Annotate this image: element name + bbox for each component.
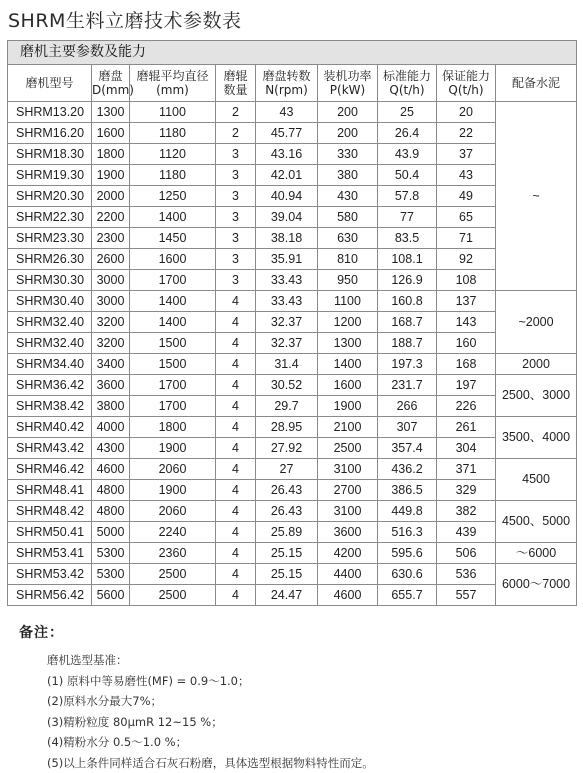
table-row [8, 543, 577, 564]
table-row [8, 333, 577, 354]
table-cell: 630 [318, 228, 378, 249]
column-header-line: Q(t/h) [448, 83, 483, 97]
table-cell: 3600 [318, 522, 378, 543]
table-cell: 2500 [130, 585, 216, 606]
column-header-line: P(kW) [330, 83, 365, 97]
table-cell: 231.7 [378, 375, 437, 396]
table-cell: 108 [437, 270, 496, 291]
note-line: 磨机选型基准： [47, 650, 569, 671]
header-row [8, 65, 577, 102]
table-cell: 25.15 [256, 543, 318, 564]
model-cell: SHRM32.40 [8, 312, 92, 333]
table-cell: 83.5 [378, 228, 437, 249]
table-cell: 557 [437, 585, 496, 606]
table-cell: 307 [378, 417, 437, 438]
table-cell: 3 [216, 249, 256, 270]
table-cell: 1100 [130, 102, 216, 123]
table-cell: 20 [437, 102, 496, 123]
model-cell: SHRM22.30 [8, 207, 92, 228]
table-cell: 950 [318, 270, 378, 291]
table-row [8, 354, 577, 375]
table-row [8, 501, 577, 522]
table-cell: 580 [318, 207, 378, 228]
table-cell: 5000 [92, 522, 130, 543]
table-cell: 1200 [318, 312, 378, 333]
table-cell: 1900 [92, 165, 130, 186]
table-cell: 200 [318, 123, 378, 144]
model-cell: SHRM48.42 [8, 501, 92, 522]
notes-title: 备注： [19, 622, 569, 642]
column-header-line: 磨机型号 [25, 76, 73, 90]
note-line: (1) 原料中等易磨性(MF) = 0.9～1.0； [47, 671, 569, 692]
table-cell: 4 [216, 396, 256, 417]
table-row [8, 417, 577, 438]
table-cell: 3 [216, 270, 256, 291]
table-row [8, 144, 577, 165]
table-cell: 65 [437, 207, 496, 228]
table-cell: 2500 [318, 438, 378, 459]
table-cell: 1180 [130, 165, 216, 186]
table-cell: 160 [437, 333, 496, 354]
table-cell: 38.18 [256, 228, 318, 249]
model-cell: SHRM50.41 [8, 522, 92, 543]
model-cell: SHRM40.42 [8, 417, 92, 438]
table-cell: 2300 [92, 228, 130, 249]
table-cell: 1800 [130, 417, 216, 438]
table-cell: 4300 [92, 438, 130, 459]
table-row [8, 249, 577, 270]
table-cell: 4 [216, 354, 256, 375]
table-cell: 92 [437, 249, 496, 270]
spec-table-body [8, 41, 577, 606]
table-cell: 168 [437, 354, 496, 375]
table-cell: 329 [437, 480, 496, 501]
table-cell: 45.77 [256, 123, 318, 144]
table-cell: 168.7 [378, 312, 437, 333]
table-cell: 197.3 [378, 354, 437, 375]
table-row [8, 270, 577, 291]
table-cell: 26.4 [378, 123, 437, 144]
table-cell: 200 [318, 102, 378, 123]
table-cell: 37 [437, 144, 496, 165]
table-cell: 3800 [92, 396, 130, 417]
table-cell: 4 [216, 291, 256, 312]
table-cell: 43.9 [378, 144, 437, 165]
table-row [8, 396, 577, 417]
table-cell: 4 [216, 543, 256, 564]
table-cell: 2200 [92, 207, 130, 228]
table-cell: 3000 [92, 270, 130, 291]
column-header [437, 65, 496, 102]
table-cell: 108.1 [378, 249, 437, 270]
table-cell: 42.01 [256, 165, 318, 186]
table-cell: 1300 [318, 333, 378, 354]
model-cell: SHRM56.42 [8, 585, 92, 606]
table-cell: 3200 [92, 333, 130, 354]
column-header-line: (mm) [156, 83, 189, 97]
model-cell: SHRM23.30 [8, 228, 92, 249]
table-cell: 143 [437, 312, 496, 333]
table-cell: 1600 [130, 249, 216, 270]
table-cell: 33.43 [256, 291, 318, 312]
table-cell: 2600 [92, 249, 130, 270]
table-cell: 1400 [130, 207, 216, 228]
column-header-line: 装机功率 [323, 69, 371, 83]
spec-table-container [7, 40, 576, 606]
table-cell: 77 [378, 207, 437, 228]
table-cell: 2 [216, 123, 256, 144]
table-cell: 137 [437, 291, 496, 312]
table-cell: 32.37 [256, 333, 318, 354]
note-line: (4)精粉水分 0.5～1.0 %； [47, 732, 569, 753]
model-cell: SHRM13.20 [8, 102, 92, 123]
table-cell: 536 [437, 564, 496, 585]
cement-cell: 4500、5000 [496, 501, 577, 543]
model-cell: SHRM36.42 [8, 375, 92, 396]
table-cell: 40.94 [256, 186, 318, 207]
table-cell: 57.8 [378, 186, 437, 207]
table-cell: 25.89 [256, 522, 318, 543]
table-cell: 3 [216, 228, 256, 249]
table-row [8, 438, 577, 459]
table-cell: 5300 [92, 564, 130, 585]
table-row [8, 207, 577, 228]
notes-section [19, 622, 569, 773]
table-cell: 2060 [130, 459, 216, 480]
table-cell: 2700 [318, 480, 378, 501]
table-cell: 28.95 [256, 417, 318, 438]
column-header-line: 磨盘 [98, 69, 122, 83]
table-row [8, 186, 577, 207]
table-cell: 29.7 [256, 396, 318, 417]
model-cell: SHRM48.41 [8, 480, 92, 501]
table-cell: 35.91 [256, 249, 318, 270]
table-cell: 3600 [92, 375, 130, 396]
table-cell: 33.43 [256, 270, 318, 291]
table-cell: 357.4 [378, 438, 437, 459]
table-cell: 380 [318, 165, 378, 186]
table-cell: 1400 [130, 312, 216, 333]
column-header-line: 标准能力 [383, 69, 431, 83]
table-cell: 2100 [318, 417, 378, 438]
table-cell: 3200 [92, 312, 130, 333]
column-header [256, 65, 318, 102]
model-cell: SHRM30.30 [8, 270, 92, 291]
table-cell: 25.15 [256, 564, 318, 585]
column-header [378, 65, 437, 102]
table-cell: 4800 [92, 501, 130, 522]
table-cell: 5600 [92, 585, 130, 606]
table-row [8, 228, 577, 249]
table-cell: 2000 [92, 186, 130, 207]
model-cell: SHRM20.30 [8, 186, 92, 207]
table-cell: 430 [318, 186, 378, 207]
table-cell: 27.92 [256, 438, 318, 459]
table-cell: 4 [216, 522, 256, 543]
table-cell: 330 [318, 144, 378, 165]
cement-cell: ～6000 [496, 543, 577, 564]
table-cell: 3100 [318, 459, 378, 480]
table-row [8, 522, 577, 543]
note-line: (5)以上条件同样适合石灰石粉磨，具体选型根据物料特性而定。 [47, 753, 569, 773]
table-cell: 1900 [130, 480, 216, 501]
table-cell: 3 [216, 186, 256, 207]
table-cell: 24.47 [256, 585, 318, 606]
table-cell: 4800 [92, 480, 130, 501]
cement-cell: 3500、4000 [496, 417, 577, 459]
cement-cell: 4500 [496, 459, 577, 501]
table-cell: 382 [437, 501, 496, 522]
table-cell: 4600 [318, 585, 378, 606]
model-cell: SHRM34.40 [8, 354, 92, 375]
table-cell: 2360 [130, 543, 216, 564]
table-cell: 43 [437, 165, 496, 186]
table-cell: 39.04 [256, 207, 318, 228]
section-title: 磨机主要参数及能力 [8, 41, 577, 65]
table-cell: 3 [216, 165, 256, 186]
column-header [496, 65, 577, 102]
column-header [8, 65, 92, 102]
table-cell: 22 [437, 123, 496, 144]
note-line: (3)精粉粒度 80μmR 12~15 %； [47, 712, 569, 733]
table-cell: 1800 [92, 144, 130, 165]
table-cell: 4 [216, 375, 256, 396]
table-cell: 4200 [318, 543, 378, 564]
table-cell: 2500 [130, 564, 216, 585]
model-cell: SHRM26.30 [8, 249, 92, 270]
column-header-line: 磨盘转数 [262, 69, 310, 83]
column-header-line: Q(t/h) [389, 83, 424, 97]
table-row [8, 291, 577, 312]
page-title: SHRM生料立磨技术参数表 [8, 6, 241, 33]
table-cell: 3 [216, 144, 256, 165]
table-cell: 3 [216, 207, 256, 228]
table-cell: 188.7 [378, 333, 437, 354]
table-cell: 516.3 [378, 522, 437, 543]
table-cell: 1700 [130, 375, 216, 396]
table-row [8, 375, 577, 396]
table-row [8, 312, 577, 333]
table-cell: 4 [216, 585, 256, 606]
cement-cell: 2500、3000 [496, 375, 577, 417]
table-cell: 261 [437, 417, 496, 438]
table-cell: 4600 [92, 459, 130, 480]
model-cell: SHRM18.30 [8, 144, 92, 165]
cement-cell: 2000 [496, 354, 577, 375]
column-header-line: 磨辊平均直径 [136, 69, 208, 83]
table-cell: 1600 [92, 123, 130, 144]
table-cell: 4 [216, 438, 256, 459]
table-cell: 2 [216, 102, 256, 123]
column-header-line: 保证能力 [442, 69, 490, 83]
table-cell: 4 [216, 312, 256, 333]
table-cell: 5300 [92, 543, 130, 564]
table-cell: 4 [216, 333, 256, 354]
table-cell: 226 [437, 396, 496, 417]
table-cell: 506 [437, 543, 496, 564]
notes-list [19, 650, 569, 773]
note-line: (2)原料水分最大7%； [47, 691, 569, 712]
model-cell: SHRM43.42 [8, 438, 92, 459]
table-cell: 1100 [318, 291, 378, 312]
model-cell: SHRM46.42 [8, 459, 92, 480]
table-cell: 1900 [318, 396, 378, 417]
column-header-line: N(rpm) [265, 83, 308, 97]
table-row [8, 480, 577, 501]
table-cell: 43 [256, 102, 318, 123]
model-cell: SHRM32.40 [8, 333, 92, 354]
table-cell: 4 [216, 417, 256, 438]
table-cell: 26.43 [256, 480, 318, 501]
table-row [8, 564, 577, 585]
table-cell: 1300 [92, 102, 130, 123]
table-cell: 26.43 [256, 501, 318, 522]
table-cell: 449.8 [378, 501, 437, 522]
table-cell: 1500 [130, 354, 216, 375]
table-cell: 1600 [318, 375, 378, 396]
cement-cell: 6000～7000 [496, 564, 577, 606]
model-cell: SHRM19.30 [8, 165, 92, 186]
cement-cell: ~2000 [496, 291, 577, 354]
spec-table [7, 40, 577, 606]
column-header [216, 65, 256, 102]
table-cell: 3000 [92, 291, 130, 312]
table-cell: 3400 [92, 354, 130, 375]
table-row [8, 459, 577, 480]
table-cell: 1400 [318, 354, 378, 375]
cement-cell: ~ [496, 102, 577, 291]
table-cell: 655.7 [378, 585, 437, 606]
model-cell: SHRM38.42 [8, 396, 92, 417]
table-cell: 4000 [92, 417, 130, 438]
column-header [318, 65, 378, 102]
section-title-row [8, 41, 577, 65]
table-cell: 3100 [318, 501, 378, 522]
model-cell: SHRM16.20 [8, 123, 92, 144]
table-cell: 30.52 [256, 375, 318, 396]
column-header [130, 65, 216, 102]
table-cell: 4 [216, 564, 256, 585]
table-cell: 2240 [130, 522, 216, 543]
table-cell: 1120 [130, 144, 216, 165]
column-header [92, 65, 130, 102]
table-cell: 1700 [130, 270, 216, 291]
table-cell: 31.4 [256, 354, 318, 375]
table-row [8, 123, 577, 144]
table-cell: 304 [437, 438, 496, 459]
column-header-line: 数量 [223, 83, 247, 97]
table-cell: 4 [216, 480, 256, 501]
table-cell: 1400 [130, 291, 216, 312]
column-header-line: 配备水泥 [512, 76, 560, 90]
table-cell: 2060 [130, 501, 216, 522]
table-cell: 1900 [130, 438, 216, 459]
model-cell: SHRM30.40 [8, 291, 92, 312]
table-cell: 595.6 [378, 543, 437, 564]
table-cell: 810 [318, 249, 378, 270]
table-cell: 49 [437, 186, 496, 207]
table-cell: 50.4 [378, 165, 437, 186]
table-cell: 1180 [130, 123, 216, 144]
model-cell: SHRM53.41 [8, 543, 92, 564]
table-cell: 386.5 [378, 480, 437, 501]
table-cell: 371 [437, 459, 496, 480]
table-cell: 160.8 [378, 291, 437, 312]
table-cell: 1500 [130, 333, 216, 354]
table-cell: 630.6 [378, 564, 437, 585]
table-cell: 1250 [130, 186, 216, 207]
table-row [8, 102, 577, 123]
table-cell: 266 [378, 396, 437, 417]
column-header-line: 磨辊 [223, 69, 247, 83]
table-cell: 27 [256, 459, 318, 480]
table-cell: 71 [437, 228, 496, 249]
table-cell: 439 [437, 522, 496, 543]
table-row [8, 165, 577, 186]
table-cell: 1700 [130, 396, 216, 417]
table-cell: 32.37 [256, 312, 318, 333]
table-cell: 25 [378, 102, 437, 123]
model-cell: SHRM53.42 [8, 564, 92, 585]
table-cell: 4 [216, 459, 256, 480]
table-cell: 197 [437, 375, 496, 396]
table-cell: 1450 [130, 228, 216, 249]
table-cell: 4 [216, 501, 256, 522]
column-header-line: D(mm) [92, 83, 134, 97]
table-cell: 126.9 [378, 270, 437, 291]
table-cell: 436.2 [378, 459, 437, 480]
table-cell: 43.16 [256, 144, 318, 165]
table-row [8, 585, 577, 606]
table-cell: 4400 [318, 564, 378, 585]
